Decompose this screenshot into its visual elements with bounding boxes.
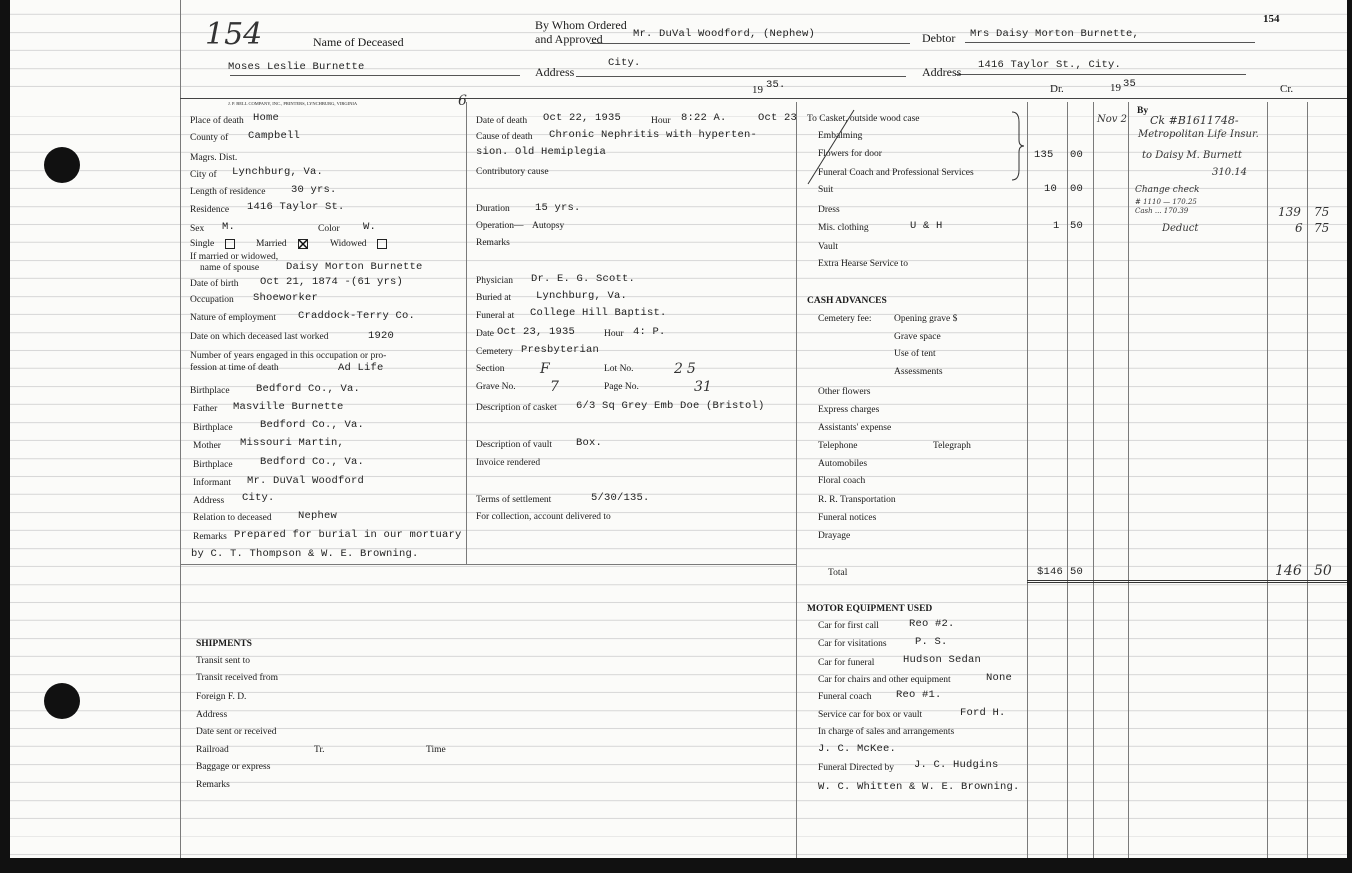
section-label: Section (476, 364, 505, 374)
remarks-label: Remarks (193, 532, 227, 542)
city-value: Lynchburg, Va. (232, 166, 324, 178)
coach-label: Funeral Coach and Professional Services (818, 168, 974, 178)
credit-amount-2: 6 (1295, 221, 1303, 235)
binder-hole-top (44, 147, 80, 183)
funeral-record-card (10, 0, 1347, 858)
place-of-death-value: Home (253, 112, 280, 124)
grouping-brace (1010, 110, 1026, 182)
ordered-underline (590, 43, 910, 44)
cr-dollar-rule (1267, 102, 1268, 858)
grave-space-label: Grave space (894, 332, 941, 342)
date-sent-label: Date sent or received (196, 727, 277, 737)
relation-value: Nephew (298, 510, 338, 522)
grave-label: Grave No. (476, 382, 516, 392)
cause-value: Chronic Nephritis with hyperten- (549, 129, 758, 141)
year2-prefix: 19 (1110, 82, 1121, 94)
collection-label: For collection, account delivered to (476, 512, 611, 522)
credit-cents-2: 75 (1314, 221, 1330, 235)
funeral-hour-label: Hour (604, 329, 624, 339)
dress-label: Dress (818, 205, 840, 215)
credit-total-amount: 146 (1275, 563, 1302, 579)
credit-line-5: Change check (1135, 185, 1200, 195)
debtor-address-value: 1416 Taylor St., City. (978, 59, 1122, 71)
last-worked-value: 1920 (368, 330, 395, 342)
cemetery-fee-label: Cemetery fee: (818, 314, 872, 324)
debtor-label: Debtor (922, 31, 956, 45)
physician-value: Dr. E. G. Scott. (531, 273, 636, 285)
residence-length-value: 30 yrs. (291, 184, 337, 196)
mother-label: Mother (193, 441, 221, 451)
residence-value: 1416 Taylor St. (247, 201, 345, 213)
cr-cents-rule (1307, 102, 1308, 858)
mother-birthplace-label: Birthplace (193, 460, 233, 470)
record-number: 154 (205, 17, 263, 52)
death-date-label: Date of death (476, 116, 528, 126)
main-cents: 00 (1070, 149, 1084, 161)
coach-car-label: Funeral coach (818, 692, 872, 702)
service-car-value: Ford H. (960, 707, 1006, 719)
hour-value: 8:22 A. (681, 112, 727, 124)
chairs-value: None (986, 672, 1013, 684)
debtor-value: Mrs Daisy Morton Burnette, (970, 28, 1140, 40)
spouse-label-2: name of spouse (200, 263, 260, 273)
directed-value-2: W. C. Whitten & W. E. Browning. (818, 781, 1020, 793)
married-checkbox (298, 239, 308, 249)
widowed-checkbox (377, 239, 387, 249)
informant-address-label: Address (193, 496, 225, 506)
mother-value: Missouri Martin, (240, 437, 345, 449)
printer-line: J. P. BELL COMPANY, INC., PRINTERS, LYNCHBURG, VIRGINIA (228, 101, 358, 106)
ship-remarks-label: Remarks (196, 780, 230, 790)
visitations-value: P. S. (915, 636, 948, 648)
mis-cents: 50 (1070, 220, 1084, 232)
last-worked-label: Date on which deceased last worked (190, 332, 329, 342)
year1-prefix: 19 (752, 84, 763, 96)
father-birthplace-label: Birthplace (193, 423, 233, 433)
remarks-value-2: by C. T. Thompson & W. E. Browning. (191, 548, 419, 560)
time-label: Time (426, 745, 446, 755)
funeral-label: Funeral at (476, 311, 515, 321)
credit-cents-1: 75 (1314, 205, 1330, 219)
terms-value: 5/30/135. (591, 492, 650, 504)
color-value: W. (363, 221, 377, 233)
vault-desc-value: Box. (576, 437, 603, 449)
buried-value: Lynchburg, Va. (536, 290, 628, 302)
dr-end-rule (1093, 102, 1094, 858)
occupation-label: Occupation (190, 295, 234, 305)
debtor-address-underline (956, 74, 1246, 75)
cemetery-label: Cemetery (476, 347, 513, 357)
mother-birthplace-value: Bedford Co., Va. (260, 456, 365, 468)
total-label: Total (828, 568, 848, 578)
credit-line-2: Metropolitan Life Insur. (1138, 129, 1259, 140)
birthplace-label: Birthplace (190, 386, 230, 396)
years-label-2: fession at time of death (190, 363, 279, 373)
credit-line-3: to Daisy M. Burnett (1142, 150, 1242, 161)
rr-label: R. R. Transportation (818, 495, 896, 505)
suit-label: Suit (818, 185, 834, 195)
telephone-label: Telephone (818, 441, 858, 451)
mis-clothing-value: U & H (910, 220, 943, 232)
father-label: Father (193, 404, 218, 414)
vault-desc-label: Description of vault (476, 440, 552, 450)
lower-section-divider (180, 564, 796, 565)
motor-title: MOTOR EQUIPMENT USED (807, 604, 933, 614)
lot-label: Lot No. (604, 364, 634, 374)
address-label: Address (535, 65, 575, 79)
charge-date: Oct 23 (758, 112, 798, 124)
dr-label: Dr. (1050, 83, 1064, 95)
cause-value-2: sion. Old Hemiplegia (476, 146, 607, 158)
lot-value: 25 (674, 361, 700, 377)
single-checkbox (225, 239, 235, 249)
color-label: Color (318, 224, 340, 234)
service-car-label: Service car for box or vault (818, 710, 923, 720)
tent-label: Use of tent (894, 349, 936, 359)
coach-car-value: Reo #1. (896, 689, 942, 701)
ship-address-label: Address (196, 710, 228, 720)
directed-value: J. C. Hudgins (914, 759, 999, 771)
ordered-label-2: and Approved (535, 32, 603, 46)
total-double-underline (1027, 582, 1347, 583)
strike-through-mark (806, 108, 866, 188)
chairs-label: Car for chairs and other equipment (818, 675, 951, 685)
single-label: Single (190, 239, 215, 249)
total-amount: $146 (1037, 566, 1064, 578)
charge-label: In charge of sales and arrangements (818, 727, 955, 737)
assistants-label: Assistants' expense (818, 423, 892, 433)
notices-label: Funeral notices (818, 513, 877, 523)
total-underline (1027, 580, 1347, 581)
other-flowers-label: Other flowers (818, 387, 871, 397)
dr-cents-rule (1067, 102, 1068, 858)
automobiles-label: Automobiles (818, 459, 868, 469)
section-value: F (540, 361, 550, 377)
embalming-label: Embalming (818, 131, 863, 141)
deceased-name: Moses Leslie Burnette (228, 61, 365, 73)
express-label: Express charges (818, 405, 880, 415)
mis-amount: 1 (1053, 220, 1060, 232)
year2-value: 35 (1123, 78, 1137, 90)
spouse-label-1: If married or widowed, (190, 252, 279, 262)
informant-label: Informant (193, 478, 231, 488)
corner-number: 154 (1263, 13, 1280, 25)
sex-value: M. (222, 221, 236, 233)
occupation-value: Shoeworker (253, 292, 319, 304)
mark-six: 6 (458, 93, 467, 109)
total-cents: 50 (1070, 566, 1084, 578)
county-value: Campbell (248, 130, 301, 142)
casket-charge-label: To Casket, outside wood case (807, 114, 920, 124)
years-label-1: Number of years engaged in this occupation or pro- (190, 351, 387, 361)
drayage-label: Drayage (818, 531, 851, 541)
name-underline (230, 75, 520, 76)
widowed-label: Widowed (330, 239, 367, 249)
funeral-date-label: Date (476, 329, 494, 339)
page-label: Page No. (604, 382, 639, 392)
shipments-title: SHIPMENTS (196, 639, 252, 649)
ordered-value: Mr. DuVal Woodford, (Nephew) (633, 28, 816, 40)
book-ref: Nov 2 (1097, 114, 1127, 125)
informant-address-value: City. (242, 492, 275, 504)
residence-length-label: Length of residence (190, 187, 266, 197)
debtor-underline (965, 42, 1255, 43)
duration-value: 15 yrs. (535, 202, 581, 214)
credit-line-4: 310.14 (1212, 167, 1247, 178)
flowers-label: Flowers for door (818, 149, 882, 159)
casket-value: 6/3 Sq Grey Emb Doe (Bristol) (576, 400, 765, 412)
funeral-hour-value: 4: P. (633, 326, 666, 338)
invoice-label: Invoice rendered (476, 458, 541, 468)
dob-value: Oct 21, 1874 -(61 yrs) (260, 276, 404, 288)
father-birthplace-value: Bedford Co., Va. (260, 419, 365, 431)
residence-label: Residence (190, 205, 230, 215)
physician-label: Physician (476, 276, 513, 286)
magrs-label: Magrs. Dist. (190, 153, 238, 163)
dob-label: Date of birth (190, 279, 239, 289)
funeral-value: College Hill Baptist. (530, 307, 667, 319)
first-call-value: Reo #2. (909, 618, 955, 630)
operation-value: Autopsy (532, 221, 565, 231)
railroad-label: Railroad (196, 745, 229, 755)
funeral-date-value: Oct 23, 1935 (497, 326, 576, 338)
suit-cents: 00 (1070, 183, 1084, 195)
directed-label: Funeral Directed by (818, 763, 894, 773)
transit-received-label: Transit received from (196, 673, 278, 683)
debtor-address-label: Address (922, 65, 962, 79)
operation-label: Operation— (476, 221, 524, 231)
county-label: County of (190, 133, 229, 143)
left-margin-rule (180, 0, 181, 858)
transit-sent-label: Transit sent to (196, 656, 251, 666)
cr-label: Cr. (1280, 83, 1294, 95)
column-divider-1 (466, 102, 467, 564)
cemetery-value: Presbyterian (521, 344, 600, 356)
address-underline (576, 76, 906, 77)
employment-value: Craddock-Terry Co. (298, 310, 416, 322)
credit-line-6: # 1110 — 170.25 (1135, 198, 1197, 206)
dr-dollar-rule (1027, 102, 1028, 858)
opening-grave-label: Opening grave $ (894, 314, 958, 324)
year1-value: 35. (766, 79, 786, 91)
father-value: Masville Burnette (233, 401, 344, 413)
city-label: City of (190, 170, 217, 180)
charge-value: J. C. McKee. (818, 743, 897, 755)
duration-label: Duration (476, 204, 510, 214)
informant-value: Mr. DuVal Woodford (247, 475, 365, 487)
date-col-rule (1128, 102, 1129, 858)
birthplace-value: Bedford Co., Va. (256, 383, 361, 395)
sex-label: Sex (190, 224, 205, 234)
column-divider-2 (796, 102, 797, 858)
credit-line-7: Cash ... 170.39 (1135, 207, 1189, 215)
name-label: Name of Deceased (313, 35, 404, 49)
remarks-value: Prepared for burial in our mortuary (234, 529, 462, 541)
funeral-car-label: Car for funeral (818, 658, 875, 668)
binder-hole-bottom (44, 683, 80, 719)
death-date-value: Oct 22, 1935 (543, 112, 622, 124)
credit-total-cents: 50 (1314, 563, 1332, 579)
address-value: City. (608, 57, 641, 69)
ordered-label-1: By Whom Ordered (535, 18, 627, 32)
place-of-death-label: Place of death (190, 116, 244, 126)
middle-remarks-label: Remarks (476, 238, 510, 248)
years-value: Ad Life (338, 362, 384, 374)
cash-advances-label: CASH ADVANCES (807, 296, 887, 306)
header-divider (180, 98, 1347, 99)
floral-coach-label: Floral coach (818, 476, 866, 486)
hour-label: Hour (651, 116, 671, 126)
cause-label: Cause of death (476, 132, 533, 142)
main-amount: 135 (1034, 149, 1054, 161)
assessments-label: Assessments (894, 367, 943, 377)
married-label: Married (256, 239, 287, 249)
baggage-label: Baggage or express (196, 762, 271, 772)
foreign-label: Foreign F. D. (196, 692, 247, 702)
credit-line-1: Ck #B1611748- (1150, 114, 1239, 127)
credit-line-8: Deduct (1162, 223, 1199, 234)
first-call-label: Car for first call (818, 621, 879, 631)
casket-label: Description of casket (476, 403, 557, 413)
mis-clothing-label: Mis. clothing (818, 223, 869, 233)
by-label: By (1137, 106, 1149, 116)
spouse-value: Daisy Morton Burnette (286, 261, 423, 273)
terms-label: Terms of settlement (476, 495, 552, 505)
vault-charge-label: Vault (818, 242, 839, 252)
credit-amount-1: 139 (1278, 205, 1301, 219)
buried-label: Buried at (476, 293, 512, 303)
tr-label: Tr. (314, 745, 325, 755)
contributory-label: Contributory cause (476, 167, 549, 177)
telegraph-label: Telegraph (933, 441, 971, 451)
suit-amount: 10 (1044, 183, 1058, 195)
funeral-car-value: Hudson Sedan (903, 654, 982, 666)
relation-label: Relation to deceased (193, 513, 272, 523)
hearse-label: Extra Hearse Service to (818, 259, 908, 269)
visitations-label: Car for visitations (818, 639, 887, 649)
employment-label: Nature of employment (190, 313, 277, 323)
grave-value: 7 (550, 379, 559, 395)
page-value: 31 (694, 379, 712, 395)
